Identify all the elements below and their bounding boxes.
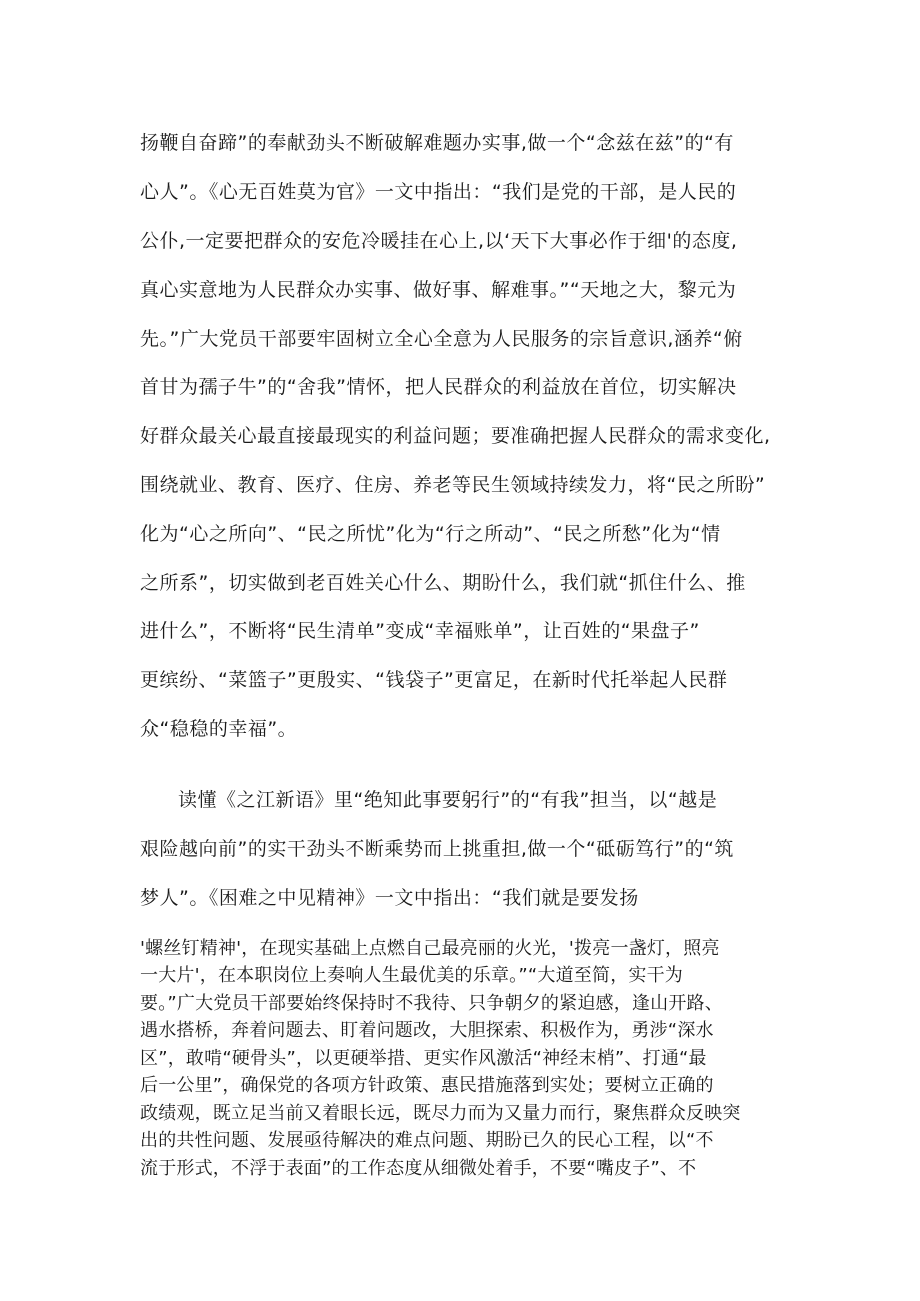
text-line: 先。”广大党员干部要牢固树立全心全意为人民服务的宗旨意识,涵养“俯 bbox=[140, 328, 743, 350]
text-line: 化为“心之所向”、“民之所忧”化为“行之所动”、“民之所愁”化为“情 bbox=[140, 523, 721, 545]
text-line: 真心实意地为人民群众办实事、做好事、解难事。”“天地之大，黎元为 bbox=[140, 279, 737, 301]
text-line: 一大片'，在本职岗位上奏响人生最优美的乐章。”“大道至简，实干为 bbox=[140, 965, 683, 986]
text-line: 进什么”，不断将“民生清单”变成“幸福账单”，让百姓的“果盘子” bbox=[140, 620, 700, 642]
text-line: 区”，敢啃“硬骨头”，以更硬举措、更实作风激活“神经末梢”、打通“最 bbox=[140, 1048, 707, 1069]
text-line: 首甘为孺子牛”的“舍我”情怀，把人民群众的利益放在首位，切实解决 bbox=[140, 376, 737, 398]
text-line: 流于形式，不浮于表面”的工作态度从细微处着手，不要“嘴皮子”、不 bbox=[140, 1158, 697, 1179]
text-line: 更缤纷、“菜篮子”更殷实、“钱袋子”更富足，在新时代托举起人民群 bbox=[140, 669, 728, 691]
text-line: 梦人”。《困难之中见精神》一文中指出：“我们就是要发扬 bbox=[140, 887, 639, 909]
text-line: 公仆,一定要把群众的安危冷暖挂在心上,以‘天下大事必作于细'的态度, bbox=[140, 230, 738, 252]
text-line: 之所系”，切实做到老百姓关心什么、期盼什么，我们就“抓住什么、推 bbox=[140, 572, 746, 594]
text-line: '螺丝钉精神'，在现实基础上点燃自己最亮丽的火光，'拨亮一盏灯，照亮 bbox=[140, 938, 720, 959]
text-line: 出的共性问题、发展亟待解决的难点问题、期盼已久的民心工程，以“不 bbox=[140, 1130, 714, 1151]
text-line: 要。”广大党员干部要始终保持时不我待、只争朝夕的紧迫感，逢山开路、 bbox=[140, 993, 723, 1014]
text-line: 心人”。《心无百姓莫为官》一文中指出：“我们是党的干部，是人民的 bbox=[140, 181, 737, 203]
text-line: 好群众最关心最直接最现实的利益问题；要准确把握人民群众的需求变化, bbox=[140, 425, 771, 447]
text-line: 众“稳稳的幸福”。 bbox=[140, 718, 298, 740]
text-line: 政绩观，既立足当前又着眼长远，既尽力而为又量力而行，聚焦群众反映突 bbox=[140, 1103, 741, 1124]
text-line: 围绕就业、教育、医疗、住房、养老等民生领域持续发力，将“民之所盼” bbox=[140, 474, 766, 496]
text-line: 艰险越向前”的实干劲头不断乘势而上挑重担,做一个“砥砺笃行”的“筑 bbox=[140, 838, 734, 860]
text-line: 后一公里”，确保党的各项方针政策、惠民措施落到实处；要树立正确的 bbox=[140, 1075, 714, 1096]
text-line: 读懂《之江新语》里“绝知此事要躬行”的“有我”担当，以“越是 bbox=[178, 789, 718, 811]
text-line: 遇水搭桥，奔着问题去、盯着问题改，大胆探索、积极作为，勇涉“深水 bbox=[140, 1020, 714, 1041]
text-line: 扬鞭自奋蹄”的奉献劲头不断破解难题办实事,做一个“念兹在兹”的“有 bbox=[140, 132, 734, 154]
